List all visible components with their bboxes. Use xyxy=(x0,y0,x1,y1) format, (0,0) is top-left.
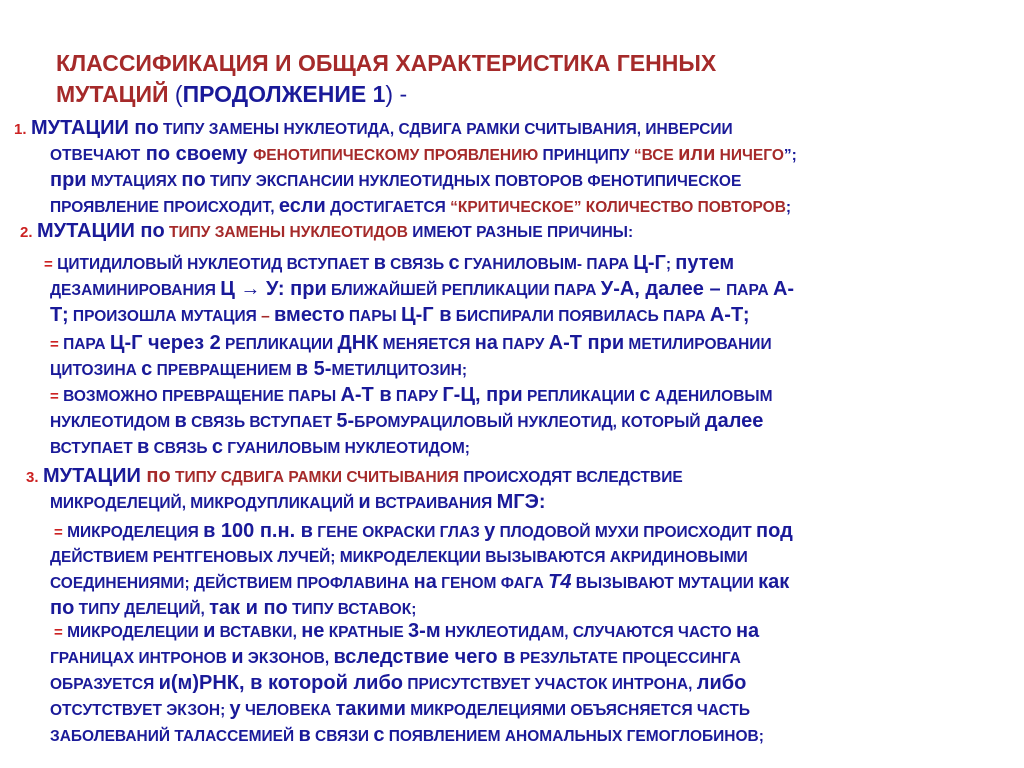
title-continuation: ПРОДОЛЖЕНИЕ 1 xyxy=(182,81,386,107)
item-3 xyxy=(0,464,1010,516)
item-1-line-3: при МУТАЦИЯХ по ТИПУ ЭКСПАНСИИ НУКЛЕОТИДНЫХ ПОВТОРОВ ФЕНОТИПИЧЕСКОЕ xyxy=(50,169,742,191)
item-1-line-2: ОТВЕЧАЮТ по своему ФЕНОТИПИЧЕСКОМУ ПРОЯВЛЕНИЮ ПРИНЦИПУ “ВСЕ или НИЧЕГО”; xyxy=(50,143,797,165)
item-1-line-4: ПРОЯВЛЕНИЕ ПРОИСХОДИТ, если ДОСТИГАЕТСЯ “КРИТИЧЕСКОЕ” КОЛИЧЕСТВО ПОВТОРОВ; xyxy=(50,195,792,217)
item-1-line-1: 1. МУТАЦИИ по ТИПУ ЗАМЕНЫ НУКЛЕОТИДА, СДВИГА РАМКИ СЧИТЫВАНИЯ, ИНВЕРСИИ xyxy=(14,117,733,139)
item-3-number: 3. xyxy=(26,469,39,486)
title-mutations: МУТАЦИЙ xyxy=(56,81,169,107)
item-1 xyxy=(0,116,1010,220)
item-2-sub-c: = ВОЗМОЖНО ПРЕВРАЩЕНИЕ ПАРЫ А-Т в ПАРУ Г-Ц, при РЕПЛИКАЦИИ с АДЕНИЛОВЫМ НУКЛЕОТИДОМ в СВЯЗЬ ВСТУПАЕТ 5-БРОМУРАЦИЛОВЫЙ НУКЛЕОТИД, КОТОРЫЙ далее ВСТУПАЕТ в СВЯЗЬ с ГУАНИЛОВЫМ НУКЛЕОТИДОМ; xyxy=(50,384,773,458)
bullet-equals: = xyxy=(50,336,59,353)
bullet-equals: = xyxy=(54,624,63,641)
bullet-equals: = xyxy=(50,388,59,405)
item-2-sub-b: = ПАРА Ц-Г через 2 РЕПЛИКАЦИИ ДНК МЕНЯЕТСЯ на ПАРУ А-Т при МЕТИЛИРОВАНИИ ЦИТОЗИНА с ПРЕВРАЩЕНИЕМ в 5-МЕТИЛЦИТОЗИН; xyxy=(50,332,772,380)
bullet-equals: = xyxy=(44,256,53,273)
title-paren-close: ) - xyxy=(385,81,408,107)
title-line-2 xyxy=(56,79,956,110)
item-1-number: 1. xyxy=(14,121,27,138)
title-paren-open: ( xyxy=(168,81,183,107)
item-3-sub-a: = МИКРОДЕЛЕЦИЯ в 100 п.н. в ГЕНЕ ОКРАСКИ ГЛАЗ у ПЛОДОВОЙ МУХИ ПРОИСХОДИТ под ДЕЙСТВИЕМ РЕНТГЕНОВЫХ ЛУЧЕЙ; МИКРОДЕЛЕКЦИИ ВЫЗЫВАЮТСЯ АКРИДИНОВЫМИ СОЕДИНЕНИЯМИ; ДЕЙСТВИЕМ ПРОФЛАВИНА на ГЕНОМ ФАГА Т4 ВЫЗЫВАЮТ МУТАЦИИ как по ТИПУ ДЕЛЕЦИЙ, так и по ТИПУ ВСТАВОК; xyxy=(50,520,793,619)
item-2-line-1: 2. МУТАЦИИ по ТИПУ ЗАМЕНЫ НУКЛЕОТИДОВ ИМЕЮТ РАЗНЫЕ ПРИЧИНЫ: xyxy=(20,220,634,242)
item-2-number: 2. xyxy=(20,224,33,241)
item-2-sub-a: = ЦИТИДИЛОВЫЙ НУКЛЕОТИД ВСТУПАЕТ в СВЯЗЬ с ГУАНИЛОВЫМ- ПАРА Ц-Г; путем ДЕЗАМИНИРОВАНИЯ Ц → У: при БЛИЖАЙШЕЙ РЕПЛИКАЦИИ ПАРА У-А, далее – ПАРА А- Т; ПРОИЗОШЛА МУТАЦИЯ – вместо ПАРЫ Ц-Г в БИСПИРАЛИ ПОЯВИЛАСЬ ПАРА А-Т; xyxy=(44,252,795,326)
item-3-line-2: МИКРОДЕЛЕЦИЙ, МИКРОДУПЛИКАЦИЙ и ВСТРАИВАНИЯ МГЭ: xyxy=(50,491,546,513)
title-line-1: КЛАССИФИКАЦИЯ И ОБЩАЯ ХАРАКТЕРИСТИКА ГЕННЫХ xyxy=(56,50,717,76)
slide-title xyxy=(56,48,956,110)
item-3-line-1: 3. МУТАЦИИ по ТИПУ СДВИГА РАМКИ СЧИТЫВАНИЯ ПРОИСХОДЯТ ВСЛЕДСТВИЕ xyxy=(26,465,683,487)
item-3-sub-b: = МИКРОДЕЛЕЦИИ и ВСТАВКИ, не КРАТНЫЕ 3-м НУКЛЕОТИДАМ, СЛУЧАЮТСЯ ЧАСТО на ГРАНИЦАХ ИНТРОНОВ и ЭКЗОНОВ, вследствие чего в РЕЗУЛЬТАТЕ ПРОЦЕССИНГА ОБРАЗУЕТСЯ и(м)РНК, в которой либо ПРИСУТСТВУЕТ УЧАСТОК ИНТРОНА, либо ОТСУТСТВУЕТ ЭКЗОН; у ЧЕЛОВЕКА такими МИКРОДЕЛЕЦИЯМИ ОБЪЯСНЯЕТСЯ ЧАСТЬ ЗАБОЛЕВАНИЙ ТАЛАССЕМИЕЙ в СВЯЗИ с ПОЯВЛЕНИЕМ АНОМАЛЬНЫХ ГЕМОГЛОБИНОВ; xyxy=(50,620,764,746)
bullet-equals: = xyxy=(54,524,63,541)
item-2 xyxy=(0,219,1010,245)
